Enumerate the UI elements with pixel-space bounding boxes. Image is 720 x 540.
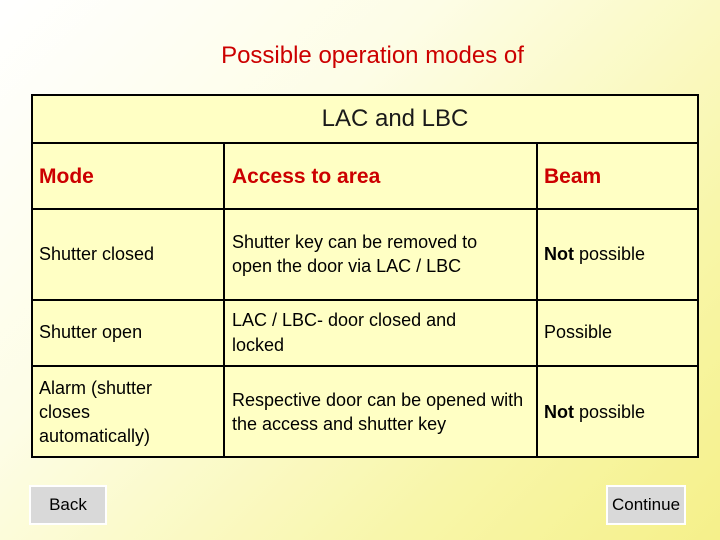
table-row-1-beam	[544, 211, 694, 297]
table-row-2-mode: Shutter open	[39, 322, 143, 343]
table-row-3-beam	[544, 368, 694, 456]
header-beam: Beam	[544, 164, 602, 188]
header-access: Access to area	[232, 164, 381, 188]
table-subtitle: LAC and LBC	[33, 96, 697, 144]
slide-title: Possible operation modes of	[221, 42, 524, 69]
beam-text: possible	[574, 401, 646, 422]
row-divider	[33, 208, 697, 210]
continue-button[interactable]: Continue	[606, 485, 686, 525]
row-divider	[33, 365, 697, 367]
table-row-1-mode: Shutter closed	[39, 243, 155, 264]
row-divider	[33, 299, 697, 301]
table-row-3-mode: Alarm (shutter closes automatically)	[39, 377, 153, 447]
beam-text: possible	[574, 243, 646, 264]
beam-bold-text: Not	[544, 401, 574, 422]
table-row-3-access: Respective door can be opened with the access and shutter key	[232, 389, 524, 434]
header-mode: Mode	[39, 164, 94, 188]
beam-text: Possible	[544, 322, 613, 343]
modes-table	[31, 94, 699, 458]
table-row-2-beam	[544, 302, 694, 363]
back-button[interactable]: Back	[29, 485, 107, 525]
beam-bold-text: Not	[544, 243, 574, 264]
table-row-1-access: Shutter key can be removed to open the door via LAC / LBC	[232, 231, 478, 276]
table-row-2-access: LAC / LBC- door closed and locked	[232, 310, 457, 355]
